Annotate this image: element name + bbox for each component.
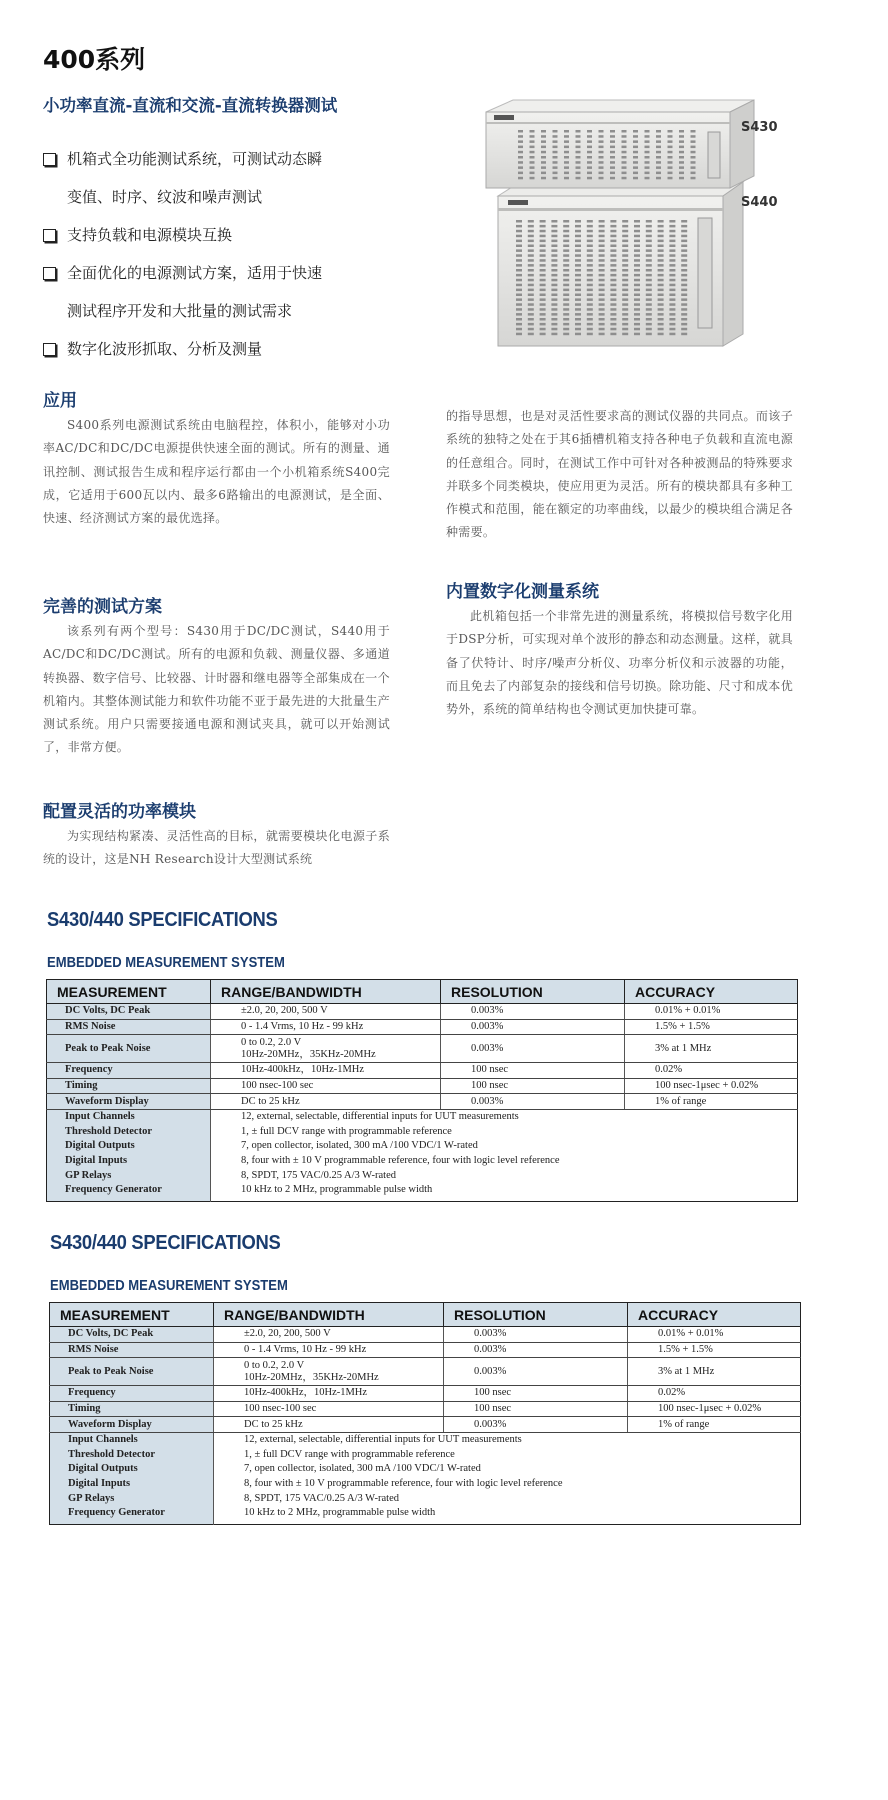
measurement-name: Frequency xyxy=(50,1386,214,1402)
table-cell: 100 nsec xyxy=(444,1386,628,1402)
table-cell: 100 nsec xyxy=(441,1078,625,1094)
column-header: RANGE/BANDWIDTH xyxy=(214,1303,444,1327)
section-heading-power-modules: 配置灵活的功率模块 xyxy=(43,802,196,822)
table-cell: 0.003% xyxy=(444,1327,628,1343)
feature-text: 全面优化的电源测试方案，适用于快速 测试程序开发和大批量的测试需求 xyxy=(67,264,323,320)
measurement-name: Waveform Display xyxy=(50,1417,214,1433)
page-subtitle: 小功率直流-直流和交流-直流转换器测试 xyxy=(43,96,338,115)
table-cell: 0 to 0.2, 2.0 V 10Hz-20MHz，35KHz-20MHz xyxy=(214,1358,444,1386)
spec-table-body xyxy=(50,1327,801,1525)
table-cell: 1.5% + 1.5% xyxy=(628,1342,801,1358)
feature-description: 12, external, selectable, differential inputs for UUT measurements xyxy=(211,1109,798,1124)
feature-name: GP Relays xyxy=(47,1168,211,1183)
table-cell: 3% at 1 MHz xyxy=(625,1035,798,1063)
table-row xyxy=(47,1183,798,1201)
table-cell: 0.003% xyxy=(444,1342,628,1358)
feature-name: Frequency Generator xyxy=(47,1183,211,1201)
feature-description: 8, SPDT, 175 VAC/0.25 A/3 W-rated xyxy=(214,1491,801,1506)
table-cell: 0.003% xyxy=(441,1019,625,1035)
feature-text: 支持负载和电源模块互换 xyxy=(67,226,233,244)
s440-label: S440 xyxy=(741,195,778,210)
spec-title: S430/440 SPECIFICATIONS xyxy=(47,909,278,931)
section-heading-application: 应用 xyxy=(43,391,77,411)
feature-description: 1, ± full DCV range with programmable reference xyxy=(214,1448,801,1463)
column-header: RANGE/BANDWIDTH xyxy=(211,980,441,1004)
table-cell: 0.01% + 0.01% xyxy=(628,1327,801,1343)
checkbox-icon xyxy=(43,343,56,356)
table-row xyxy=(47,1019,798,1035)
spec-table xyxy=(49,1302,801,1525)
measurement-name: RMS Noise xyxy=(50,1342,214,1358)
spec-table xyxy=(46,979,798,1202)
feature-description: 8, SPDT, 175 VAC/0.25 A/3 W-rated xyxy=(211,1168,798,1183)
table-row xyxy=(50,1491,801,1506)
feature-description: 10 kHz to 2 MHz, programmable pulse width xyxy=(211,1183,798,1201)
table-cell: 0 to 0.2, 2.0 V 10Hz-20MHz，35KHz-20MHz xyxy=(211,1035,441,1063)
table-cell: DC to 25 kHz xyxy=(211,1094,441,1110)
digitizer-paragraph: 此机箱包括一个非常先进的测量系统，将模拟信号数字化用于DSP分析，可实现对单个波形的静态和动态测量。这样，就具备了伏特计、时序/噪声分析仪、功率分析仪和示波器的功能，而且免去了内部复杂的接线和信号切换。除功能、尺寸和成本优势外，系统的简单结构也令测试更加快捷可靠。 xyxy=(446,609,794,717)
table-row xyxy=(47,1125,798,1140)
spec-table-body xyxy=(47,1004,798,1202)
table-cell: 0 - 1.4 Vrms, 10 Hz - 99 kHz xyxy=(211,1019,441,1035)
table-cell: ±2.0, 20, 200, 500 V xyxy=(211,1004,441,1020)
column-header: ACCURACY xyxy=(625,980,798,1004)
measurement-name: Frequency xyxy=(47,1063,211,1079)
chassis-illustration xyxy=(458,98,808,360)
page-title: 400系列 xyxy=(43,45,146,74)
table-cell: 0.003% xyxy=(441,1035,625,1063)
feature-name: Input Channels xyxy=(50,1432,214,1447)
measurement-name: DC Volts, DC Peak xyxy=(50,1327,214,1343)
section-heading-digitizer: 内置数字化测量系统 xyxy=(446,582,599,602)
feature-name: GP Relays xyxy=(50,1491,214,1506)
s430-label: S430 xyxy=(741,120,778,135)
table-cell: 100 nsec-100 sec xyxy=(211,1078,441,1094)
table-row xyxy=(47,1154,798,1169)
table-cell: 100 nsec xyxy=(441,1063,625,1079)
table-cell: 1% of range xyxy=(625,1094,798,1110)
table-cell: 0.02% xyxy=(628,1386,801,1402)
column-header: MEASUREMENT xyxy=(47,980,211,1004)
application-paragraph: S400系列电源测试系统由电脑程控，体积小，能够对小功率AC/DC和DC/DC电源提供快速全面的测试。所有的测量、通讯控制、测试报告生成和程序运行都由一个小机箱系统S400完成，它适用于600瓦以内、最多6路输出的电源测试，是全面、快速、经济测试方案的最优选择。 xyxy=(43,418,390,526)
measurement-name: DC Volts, DC Peak xyxy=(47,1004,211,1020)
table-row xyxy=(47,1063,798,1079)
feature-name: Digital Outputs xyxy=(47,1139,211,1154)
table-row xyxy=(50,1506,801,1524)
feature-description: 1, ± full DCV range with programmable reference xyxy=(211,1125,798,1140)
power-modules-paragraph: 为实现结构紧凑、灵活性高的目标，就需要模块化电源子系统的设计，这是NH Research设计大型测试系统 xyxy=(43,829,391,867)
product-photo xyxy=(458,98,808,360)
measurement-name: Timing xyxy=(47,1078,211,1094)
column-header: RESOLUTION xyxy=(444,1303,628,1327)
table-row xyxy=(47,1094,798,1110)
feature-description: 12, external, selectable, differential inputs for UUT measurements xyxy=(214,1432,801,1447)
spec-header-row xyxy=(50,1303,801,1327)
measurement-name: RMS Noise xyxy=(47,1019,211,1035)
table-row xyxy=(47,1078,798,1094)
feature-description: 8, four with ± 10 V programmable reference, four with logic level reference xyxy=(211,1154,798,1169)
table-row xyxy=(47,1139,798,1154)
table-cell: 100 nsec-1μsec + 0.02% xyxy=(628,1401,801,1417)
table-row xyxy=(50,1448,801,1463)
table-row xyxy=(50,1342,801,1358)
feature-name: Digital Outputs xyxy=(50,1462,214,1477)
checkbox-icon xyxy=(43,153,56,166)
table-row xyxy=(50,1401,801,1417)
table-cell: 3% at 1 MHz xyxy=(628,1358,801,1386)
table-cell: 10Hz-400kHz，10Hz-1MHz xyxy=(211,1063,441,1079)
table-row xyxy=(47,1168,798,1183)
table-cell: 100 nsec-1μsec + 0.02% xyxy=(625,1078,798,1094)
table-row xyxy=(50,1358,801,1386)
column-header: MEASUREMENT xyxy=(50,1303,214,1327)
feature-item xyxy=(43,140,423,216)
feature-item xyxy=(43,254,423,330)
table-cell: 100 nsec xyxy=(444,1401,628,1417)
feature-description: 7, open collector, isolated, 300 mA /100 VDC/1 W-rated xyxy=(211,1139,798,1154)
feature-description: 7, open collector, isolated, 300 mA /100 VDC/1 W-rated xyxy=(214,1462,801,1477)
table-cell: 0.01% + 0.01% xyxy=(625,1004,798,1020)
feature-description: 10 kHz to 2 MHz, programmable pulse width xyxy=(214,1506,801,1524)
spec-title: S430/440 SPECIFICATIONS xyxy=(50,1232,281,1254)
measurement-name: Peak to Peak Noise xyxy=(50,1358,214,1386)
column-header: ACCURACY xyxy=(628,1303,801,1327)
section-heading-complete-solution: 完善的测试方案 xyxy=(43,597,162,617)
spec-subtitle: EMBEDDED MEASUREMENT SYSTEM xyxy=(47,955,285,971)
table-cell: 0.003% xyxy=(444,1417,628,1433)
complete-solution-paragraph: 该系列有两个型号：S430用于DC/DC测试，S440用于AC/DC和DC/DC测试。所有的电源和负载、测量仪器、多通道转换器、数字信号、比较器、计时器和继电器等全部集成在一个机箱内。其整体测试能力和软件功能不亚于最先进的大批量生产测试系统。用户只需要接通电源和测试夹具，就可以开始测试了，非常方便。 xyxy=(43,624,391,755)
feature-name: Threshold Detector xyxy=(47,1125,211,1140)
table-row xyxy=(50,1462,801,1477)
table-cell: 0.003% xyxy=(441,1004,625,1020)
table-row xyxy=(50,1386,801,1402)
checkbox-icon xyxy=(43,229,56,242)
table-cell: 0 - 1.4 Vrms, 10 Hz - 99 kHz xyxy=(214,1342,444,1358)
feature-description: 8, four with ± 10 V programmable reference, four with logic level reference xyxy=(214,1477,801,1492)
table-row xyxy=(50,1327,801,1343)
feature-name: Digital Inputs xyxy=(47,1154,211,1169)
table-row xyxy=(47,1035,798,1063)
table-cell: ±2.0, 20, 200, 500 V xyxy=(214,1327,444,1343)
table-cell: 10Hz-400kHz，10Hz-1MHz xyxy=(214,1386,444,1402)
feature-name: Input Channels xyxy=(47,1109,211,1124)
table-row xyxy=(47,1004,798,1020)
table-cell: DC to 25 kHz xyxy=(214,1417,444,1433)
feature-text: 机箱式全功能测试系统，可测试动态瞬 变值、时序、纹波和噪声测试 xyxy=(67,150,323,206)
feature-name: Digital Inputs xyxy=(50,1477,214,1492)
feature-item xyxy=(43,216,423,254)
table-cell: 0.003% xyxy=(444,1358,628,1386)
spec-subtitle: EMBEDDED MEASUREMENT SYSTEM xyxy=(50,1278,288,1294)
feature-list xyxy=(43,140,423,368)
feature-name: Frequency Generator xyxy=(50,1506,214,1524)
feature-name: Threshold Detector xyxy=(50,1448,214,1463)
table-cell: 100 nsec-100 sec xyxy=(214,1401,444,1417)
table-cell: 1% of range xyxy=(628,1417,801,1433)
feature-item xyxy=(43,330,423,368)
table-row xyxy=(50,1417,801,1433)
power-modules-paragraph-continued: 的指导思想，也是对灵活性要求高的测试仪器的共同点。而该子系统的独特之处在于其6插槽机箱支持各种电子负载和直流电源的任意组合。同时，在测试工作中可针对各种被测品的特殊要求并联多个同类模块，使应用更为灵活。所有的模块都具有多种工作模式和范围，能在额定的功率曲线，以最少的模块组合满足各种需要。 xyxy=(446,409,794,540)
checkbox-icon xyxy=(43,267,56,280)
s440-chassis xyxy=(498,182,743,346)
table-row xyxy=(47,1109,798,1124)
table-cell: 0.003% xyxy=(441,1094,625,1110)
table-row xyxy=(50,1432,801,1447)
table-cell: 0.02% xyxy=(625,1063,798,1079)
feature-text: 数字化波形抓取、分析及测量 xyxy=(67,340,263,358)
measurement-name: Timing xyxy=(50,1401,214,1417)
column-header: RESOLUTION xyxy=(441,980,625,1004)
measurement-name: Peak to Peak Noise xyxy=(47,1035,211,1063)
table-row xyxy=(50,1477,801,1492)
s430-chassis xyxy=(486,100,754,188)
table-cell: 1.5% + 1.5% xyxy=(625,1019,798,1035)
spec-header-row xyxy=(47,980,798,1004)
measurement-name: Waveform Display xyxy=(47,1094,211,1110)
